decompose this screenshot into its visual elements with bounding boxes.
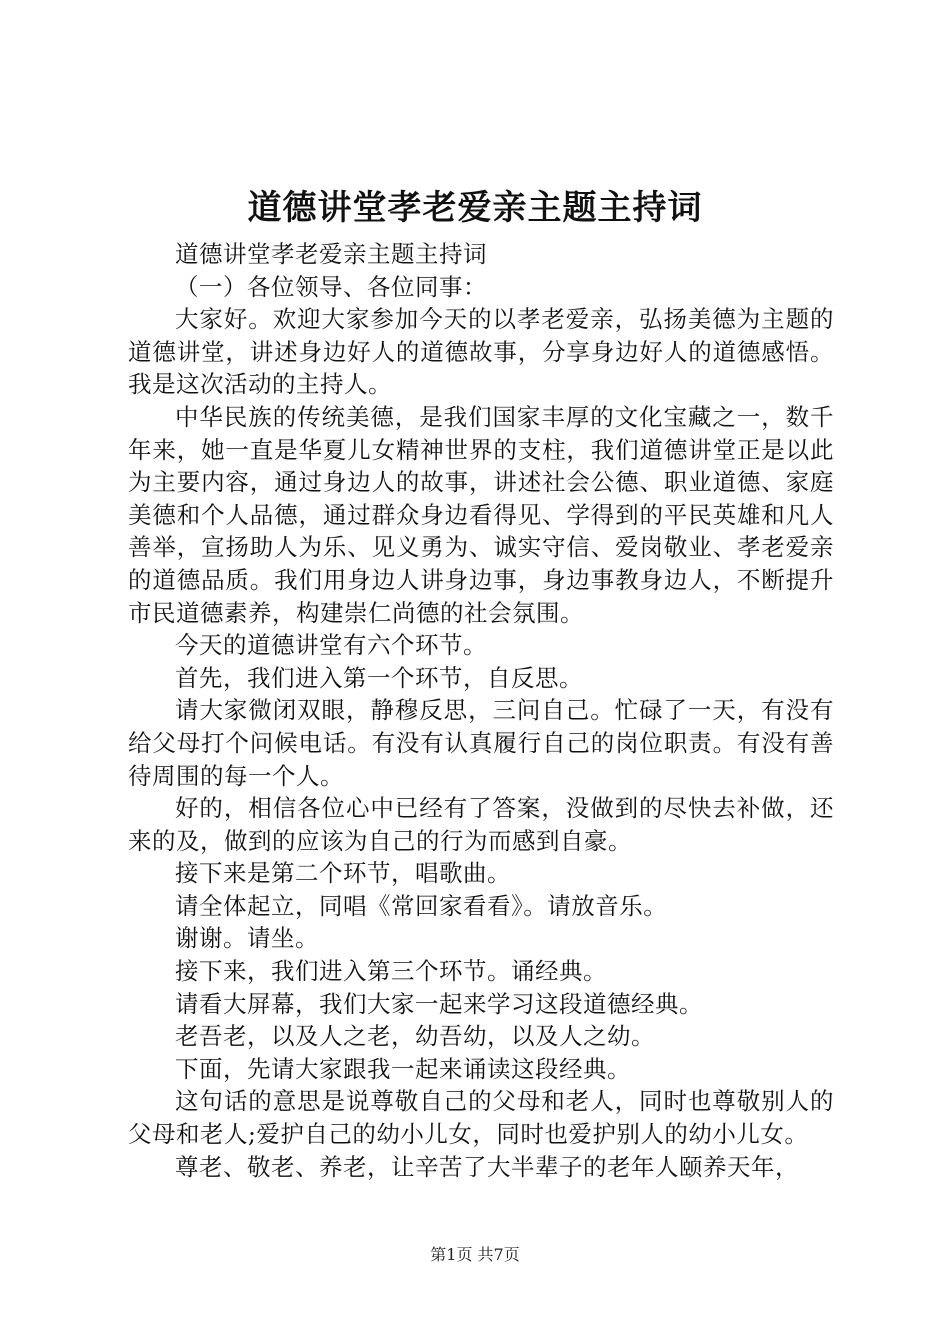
document-body (128, 238, 834, 1183)
paragraph-respect-elders: 尊老、敬老、养老，让辛苦了大半辈子的老年人颐养天年， (175, 1152, 799, 1181)
paragraph-section-one: 首先，我们进入第一个环节，自反思。 (175, 663, 583, 692)
paragraph-section-two: 接下来是第二个环节，唱歌曲。 (175, 859, 511, 888)
paragraph-tradition: 中华民族的传统美德，是我们国家丰厚的文化宝藏之一，数千年来，她一直是华夏儿女精神世界的支柱，我们道德讲堂正是以此为主要内容，通过身边人的故事，讲述社会公德、职业道德、家庭美德和个人品德，通过群众身边看得见、学得到的平民英雄和凡人善举，宣扬助人为乐、见义勇为、诚实守信、爱岗敬业、孝老爱亲的道德品质。我们用身边人讲身边事，身边事教身边人，不断提升市民道德素养，构建崇仁尚德的社会氛围。 (128, 402, 834, 627)
paragraph-section-three: 接下来，我们进入第三个环节。诵经典。 (175, 957, 607, 986)
paragraph-recite: 下面，先请大家跟我一起来诵读这段经典。 (175, 1054, 631, 1083)
paragraph-reflection: 请大家微闭双眼，静穆反思，三问自己。忙碌了一天，有没有给父母打个问候电话。有没有认真履行自己的岗位职责。有没有善待周围的每一个人。 (128, 696, 834, 790)
paragraph-greeting: （一）各位领导、各位同事： (175, 272, 487, 301)
document-title: 道德讲堂孝老爱亲主题主持词 (247, 188, 703, 228)
paragraph-answer: 好的，相信各位心中已经有了答案，没做到的尽快去补做，还来的及，做到的应该为自己的行为而感到自豪。 (128, 794, 834, 855)
paragraph-welcome: 大家好。欢迎大家参加今天的以孝老爱亲，弘扬美德为主题的道德讲堂，讲述身边好人的道德故事，分享身边好人的道德感悟。我是这次活动的主持人。 (128, 305, 834, 399)
paragraph-sing: 请全体起立，同唱《常回家看看》。请放音乐。 (175, 891, 668, 920)
paragraph-six-sections: 今天的道德讲堂有六个环节。 (175, 631, 487, 660)
paragraph-screen: 请看大屏幕，我们大家一起来学习这段道德经典。 (175, 989, 703, 1018)
paragraph-meaning: 这句话的意思是说尊敬自己的父母和老人，同时也尊敬别人的父母和老人;爱护自己的幼小儿女，同时也爱护别人的幼小儿女。 (128, 1087, 834, 1149)
paragraph-classic: 老吾老，以及人之老，幼吾幼，以及人之幼。 (175, 1022, 655, 1051)
paragraph-heading: 道德讲堂孝老爱亲主题主持词 (175, 240, 487, 268)
page-number-footer: 第1页 共7页 (430, 1245, 520, 1264)
paragraph-thanks: 谢谢。请坐。 (175, 924, 319, 953)
